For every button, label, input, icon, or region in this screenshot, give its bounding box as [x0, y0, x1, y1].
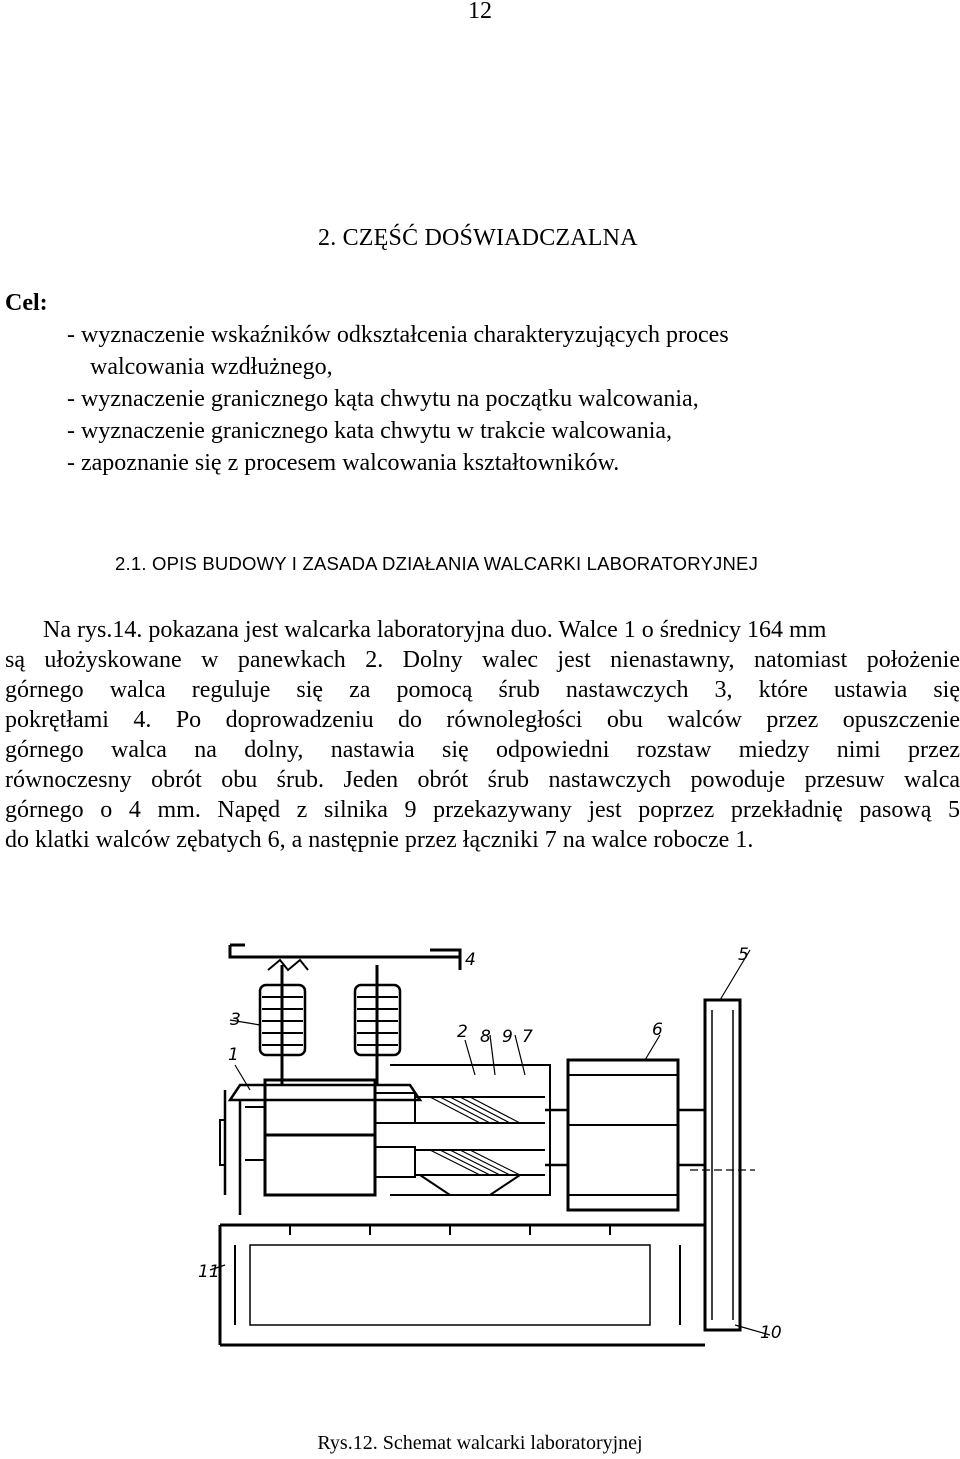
paragraph-line: są ułożyskowane w panewkach 2. Dolny walec jest nienastawny, natomiast położenie — [5, 647, 960, 673]
goal-item: - wyznaczenie wskaźników odkształcenia charakteryzujących proces — [67, 322, 729, 348]
subsection-title: 2.1. OPIS BUDOWY I ZASADA DZIAŁANIA WALCARKI LABORATORYJNEJ — [115, 553, 759, 574]
figure-label: 2 — [457, 1022, 468, 1042]
figure-caption: Rys.12. Schemat walcarki laboratoryjnej — [317, 1432, 643, 1454]
goal-item: - zapoznanie się z procesem walcowania kształtowników. — [67, 450, 620, 476]
figure-label: 1 — [228, 1045, 239, 1065]
paragraph-line: Na rys.14. pokazana jest walcarka laboratoryjna duo. Walce 1 o średnicy 164 mm — [43, 617, 827, 643]
page-number: 12 — [468, 0, 492, 24]
paragraph-line: równoczesny obrót obu śrub. Jeden obrót śrub nastawczych powoduje przesuw walca — [5, 767, 960, 793]
figure-label: 9 — [502, 1027, 513, 1047]
goal-item: - wyznaczenie granicznego kąta chwytu na początku walcowania, — [67, 386, 699, 412]
figure-label: 3 — [230, 1010, 241, 1030]
goal-label: Cel: — [5, 290, 48, 316]
paragraph-line: górnego walca na dolny, nastawia się odpowiedni rozstaw miedzy nimi przez — [5, 737, 960, 763]
figure-label: 7 — [522, 1027, 533, 1047]
paragraph-line: górnego o 4 mm. Napęd z silnika 9 przekazywany jest poprzez przekładnię pasową 5 — [5, 797, 960, 823]
goal-item: walcowania wzdłużnego, — [90, 354, 333, 380]
rolling-mill-drawing — [190, 925, 790, 1410]
figure-label: 6 — [652, 1020, 663, 1040]
figure-label: 11 — [198, 1262, 220, 1282]
paragraph-line: do klatki walców zębatych 6, a następnie przez łączniki 7 na walce robocze 1. — [5, 827, 754, 853]
paragraph-line: pokrętłami 4. Po doprowadzeniu do równoległości obu walców przez opuszczenie — [5, 707, 960, 733]
figure-label: 10 — [760, 1323, 782, 1343]
figure-label: 8 — [480, 1027, 491, 1047]
figure-label: 4 — [465, 950, 476, 970]
paragraph-line: górnego walca reguluje się za pomocą śrub nastawczych 3, które ustawia się — [5, 677, 960, 703]
goal-item: - wyznaczenie granicznego kata chwytu w trakcie walcowania, — [67, 418, 673, 444]
figure-label: 5 — [738, 945, 749, 965]
section-title: 2. CZĘŚĆ DOŚWIADCZALNA — [318, 225, 638, 251]
